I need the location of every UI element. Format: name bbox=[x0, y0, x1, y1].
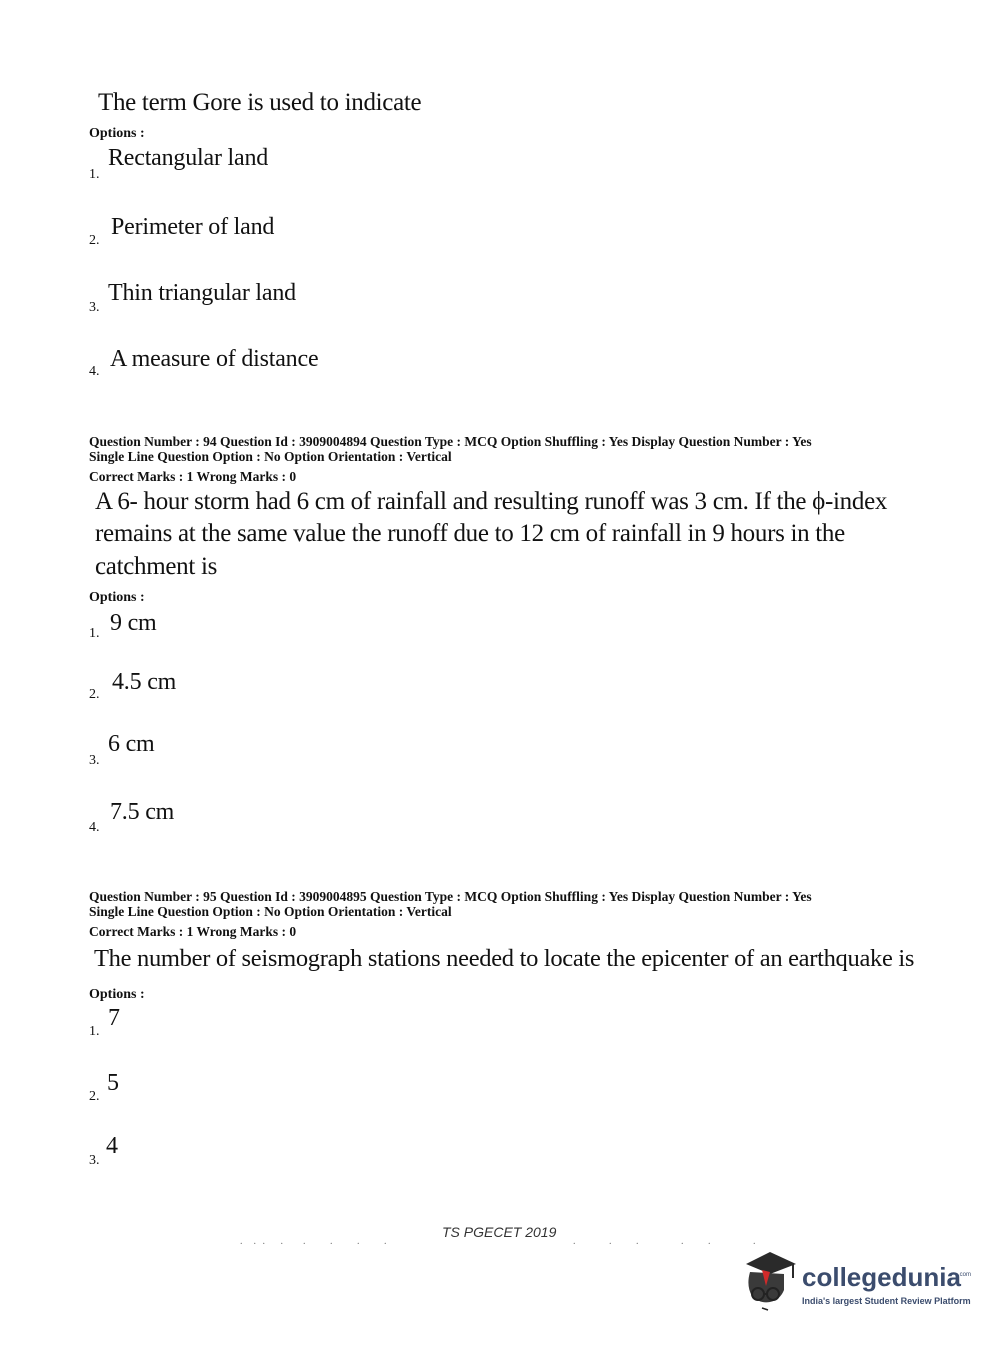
q94-text-line-1: A 6- hour storm had 6 cm of rainfall and resulting runoff was 3 cm. If the ϕ-index bbox=[95, 488, 888, 515]
q93-option-3-text: Thin triangular land bbox=[108, 280, 296, 306]
q93-options-label: Options : bbox=[89, 126, 145, 141]
q93-option-4-number: 4. bbox=[89, 364, 100, 379]
q93-option-4-text: A measure of distance bbox=[110, 346, 319, 372]
q94-options-label: Options : bbox=[89, 590, 145, 605]
q95-option-1-text: 7 bbox=[108, 1005, 120, 1031]
q95-meta-line-1: Question Number : 95 Question Id : 3909004895 Question Type : MCQ Option Shuffling : Yes Display Question Number : Yes bbox=[89, 889, 812, 904]
q95-option-2-text: 5 bbox=[107, 1070, 119, 1096]
q95-option-1-number: 1. bbox=[89, 1024, 100, 1039]
q95-marks: Correct Marks : 1 Wrong Marks : 0 bbox=[89, 924, 297, 939]
q93-option-1-number: 1. bbox=[89, 167, 100, 182]
graduate-mascot-icon bbox=[740, 1250, 800, 1312]
collegedunia-wordmark: collegedunia bbox=[802, 1262, 961, 1292]
collegedunia-domain-suffix: .com bbox=[958, 1272, 972, 1278]
q94-option-1-text: 9 cm bbox=[110, 610, 157, 636]
q94-option-3-number: 3. bbox=[89, 753, 100, 768]
q95-meta-line-2: Single Line Question Option : No Option Orientation : Vertical bbox=[89, 904, 452, 919]
q94-meta-line-2: Single Line Question Option : No Option Orientation : Vertical bbox=[89, 449, 452, 464]
q94-option-4-number: 4. bbox=[89, 820, 100, 835]
q95-option-3-text: 4 bbox=[106, 1133, 118, 1159]
q95-text: The number of seismograph stations needed to locate the epicenter of an earthquake is bbox=[94, 945, 915, 972]
q94-marks: Correct Marks : 1 Wrong Marks : 0 bbox=[89, 469, 297, 484]
q93-option-3-number: 3. bbox=[89, 300, 100, 315]
q93-text: The term Gore is used to indicate bbox=[98, 89, 422, 116]
footer-dotted-rule: . . . . . . . . . . . . . . bbox=[240, 1236, 758, 1247]
q94-meta-line-1: Question Number : 94 Question Id : 3909004894 Question Type : MCQ Option Shuffling : Yes Display Question Number : Yes bbox=[89, 434, 812, 449]
collegedunia-tagline: India's largest Student Review Platform bbox=[802, 1296, 971, 1306]
collegedunia-mascot-logo bbox=[740, 1250, 800, 1312]
q93-option-1-text: Rectangular land bbox=[108, 145, 269, 171]
q94-option-4-text: 7.5 cm bbox=[110, 799, 175, 825]
q95-option-3-number: 3. bbox=[89, 1153, 100, 1168]
q94-option-2-number: 2. bbox=[89, 687, 100, 702]
q94-text-line-3: catchment is bbox=[95, 553, 218, 580]
q95-option-2-number: 2. bbox=[89, 1089, 100, 1104]
q95-options-label: Options : bbox=[89, 987, 145, 1002]
q94-option-2-text: 4.5 cm bbox=[112, 669, 177, 695]
q93-option-2-text: Perimeter of land bbox=[111, 214, 275, 240]
q94-text-line-2: remains at the same value the runoff due to 12 cm of rainfall in 9 hours in the bbox=[95, 520, 845, 547]
q93-option-2-number: 2. bbox=[89, 233, 100, 248]
q94-option-1-number: 1. bbox=[89, 626, 100, 641]
q94-option-3-text: 6 cm bbox=[108, 731, 155, 757]
footer-exam-title: TS PGECET 2019 bbox=[442, 1224, 557, 1240]
